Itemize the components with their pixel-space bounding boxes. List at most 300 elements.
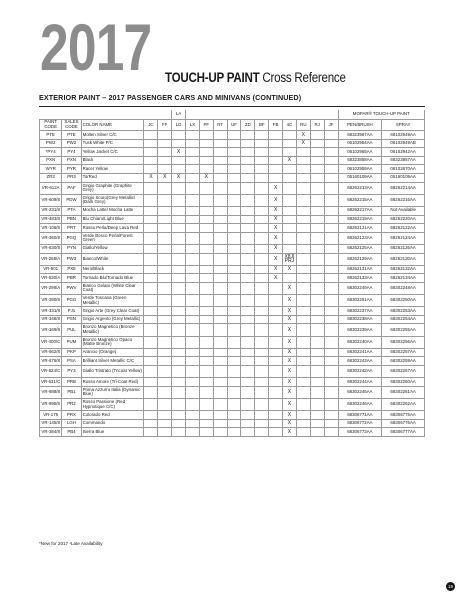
vehicle-mark-cell [186, 265, 200, 274]
section-rule [39, 106, 425, 107]
vehicle-mark-cell [199, 194, 213, 206]
vehicle-mark-cell [324, 274, 338, 283]
vehicle-mark-cell: X [283, 366, 297, 378]
vehicle-mark-cell [158, 148, 172, 157]
vehicle-mark-cell [144, 398, 158, 410]
vehicle-mark-cell [144, 357, 158, 366]
vehicle-mark-cell [310, 378, 324, 387]
spray-part-cell: 68302250AA [382, 295, 425, 307]
vehicle-mark-cell [199, 265, 213, 274]
vehicle-mark-cell: X [269, 232, 283, 244]
vehicle-mark-cell: X [269, 274, 283, 283]
vehicle-mark-cell [144, 206, 158, 215]
vehicle-mark-cell [158, 307, 172, 316]
color-name-cell: Rosso Perla/Deep Lava Red [81, 224, 144, 233]
color-name-cell: Mocha Latte/ Mocha Latte [81, 206, 144, 215]
vehicle-mark-cell: X [283, 282, 297, 294]
vehicle-mark-cell [158, 244, 172, 253]
vehicle-mark-cell [213, 156, 227, 165]
vehicle-mark-cell [241, 206, 255, 215]
paint-code-cell: VR-169/8 [40, 324, 62, 336]
vehicle-mark-cell [213, 131, 227, 140]
table-row [40, 315, 425, 324]
vehicle-mark-cell [186, 357, 200, 366]
vehicle-mark-cell [186, 366, 200, 378]
paint-code-cell: VR-390/8 [40, 295, 62, 307]
vehicle-mark-cell [296, 282, 310, 294]
vehicle-mark-cell [324, 386, 338, 398]
pen-brush-part-cell: 68262131AA [338, 265, 382, 274]
vehicle-mark-cell [310, 139, 324, 148]
vehicle-mark-cell [158, 182, 172, 194]
vehicle-mark-cell [227, 148, 241, 157]
column-header: ZD [241, 120, 255, 131]
vehicle-mark-cell [241, 265, 255, 274]
vehicle-mark-cell [144, 315, 158, 324]
vehicle-mark-cell [186, 156, 200, 165]
vehicle-mark-cell [158, 265, 172, 274]
vehicle-mark-cell: X [199, 173, 213, 182]
vehicle-mark-cell [144, 307, 158, 316]
sales-code-cell: PBN [62, 215, 81, 224]
pen-brush-part-cell: 68306772AA [338, 419, 382, 428]
color-name-cell: Giallo/Yellow [81, 244, 144, 253]
sales-code-cell: PB4 [62, 428, 81, 437]
vehicle-mark-cell [158, 165, 172, 174]
vehicle-mark-cell [158, 428, 172, 437]
vehicle-mark-cell [227, 274, 241, 283]
vehicle-mark-cell [158, 366, 172, 378]
vehicle-mark-cell: X [172, 173, 186, 182]
vehicle-mark-cell [186, 419, 200, 428]
vehicle-mark-cell: X [269, 253, 283, 265]
spray-part-cell: 68306776AA [382, 419, 425, 428]
pen-brush-part-cell: 68262217AA [338, 206, 382, 215]
vehicle-mark-cell [269, 366, 283, 378]
vehicle-mark-cell [296, 428, 310, 437]
vehicle-mark-cell [158, 215, 172, 224]
vehicle-mark-cell [172, 324, 186, 336]
table-row [40, 336, 425, 348]
vehicle-mark-cell [227, 357, 241, 366]
vehicle-mark-cell [213, 139, 227, 148]
vehicle-mark-cell: X [283, 378, 297, 387]
vehicle-mark-cell [241, 165, 255, 174]
vehicle-mark-cell [241, 253, 255, 265]
vehicle-mark-cell [255, 131, 269, 140]
vehicle-mark-cell [213, 206, 227, 215]
spray-part-cell: 05160109AA [382, 173, 425, 182]
spray-part-cell: 68302256AA [382, 336, 425, 348]
vehicle-mark-cell [144, 386, 158, 398]
vehicle-mark-cell [241, 274, 255, 283]
vehicle-mark-cell [241, 411, 255, 420]
vehicle-mark-cell [172, 307, 186, 316]
sales-code-cell: PTE [62, 131, 81, 140]
vehicle-mark-cell [158, 139, 172, 148]
table-row [40, 139, 425, 148]
vehicle-mark-cell [310, 307, 324, 316]
vehicle-mark-cell [324, 411, 338, 420]
vehicle-mark-cell [186, 232, 200, 244]
vehicle-mark-cell [144, 348, 158, 357]
vehicle-mark-cell [227, 182, 241, 194]
vehicle-mark-cell [324, 224, 338, 233]
vehicle-mark-cell [172, 165, 186, 174]
vehicle-mark-cell [227, 244, 241, 253]
vehicle-mark-cell [241, 378, 255, 387]
vehicle-mark-cell [213, 411, 227, 420]
vehicle-mark-cell [213, 232, 227, 244]
table-row [40, 398, 425, 410]
vehicle-mark-cell [199, 411, 213, 420]
vehicle-mark-cell [227, 386, 241, 398]
column-header: FF [158, 120, 172, 131]
vehicle-mark-cell [241, 131, 255, 140]
column-header: RU [296, 120, 310, 131]
vehicle-mark-cell [227, 295, 241, 307]
vehicle-mark-cell: X [144, 173, 158, 182]
color-name-cell: Racer Yellow [81, 165, 144, 174]
vehicle-mark-cell [269, 357, 283, 366]
pen-brush-part-cell: 68302239AA [338, 324, 382, 336]
spray-part-cell: 68262214AA [382, 182, 425, 194]
paint-code-cell: VR-562/8 [40, 348, 62, 357]
vehicle-mark-cell [186, 324, 200, 336]
vehicle-mark-cell: X [283, 411, 297, 420]
vehicle-mark-cell [255, 173, 269, 182]
paint-code-cell: VR-609/8 [40, 194, 62, 206]
vehicle-mark-cell [172, 282, 186, 294]
pen-brush-part-cell: 68262133AA [338, 274, 382, 283]
table-row [40, 348, 425, 357]
sales-code-cell: PAF [62, 182, 81, 194]
vehicle-mark-cell [310, 398, 324, 410]
paint-code-cell: VR-830/8 [40, 244, 62, 253]
paint-code-cell: VR-483/8 [40, 215, 62, 224]
pen-brush-part-cell: 68262129AA [338, 253, 382, 265]
vehicle-mark-cell: X [269, 194, 283, 206]
sales-code-cell: PBR [62, 274, 81, 283]
vehicle-mark-cell [199, 131, 213, 140]
spray-part-cell: 68323857AA [382, 156, 425, 165]
vehicle-mark-cell [283, 274, 297, 283]
pen-brush-part-cell: 68323987AA [338, 131, 382, 140]
vehicle-mark-cell [199, 224, 213, 233]
vehicle-mark-cell [269, 295, 283, 307]
vehicle-mark-cell [172, 182, 186, 194]
vehicle-mark-cell [241, 398, 255, 410]
paint-code-cell: VR-676/8 [40, 357, 62, 366]
pen-brush-part-cell: 06102959AA [338, 165, 382, 174]
vehicle-mark-cell [255, 357, 269, 366]
vehicle-mark-cell: X [283, 348, 297, 357]
vehicle-mark-cell [310, 173, 324, 182]
vehicle-mark-cell [144, 232, 158, 244]
column-header: RT [213, 120, 227, 131]
sales-code-cell: PY4 [62, 148, 81, 157]
vehicle-mark-cell [199, 324, 213, 336]
column-header: PEN/BRUSH [338, 120, 382, 131]
vehicle-mark-cell [310, 336, 324, 348]
table-row [40, 206, 425, 215]
vehicle-mark-cell [283, 148, 297, 157]
vehicle-mark-cell [158, 378, 172, 387]
vehicle-mark-cell [227, 194, 241, 206]
vehicle-mark-cell [186, 348, 200, 357]
vehicle-mark-cell [199, 274, 213, 283]
vehicle-mark-cell: X [269, 182, 283, 194]
vehicle-mark-cell [144, 324, 158, 336]
vehicle-mark-cell [269, 282, 283, 294]
paint-code-cell: PXN [40, 156, 62, 165]
table-row [40, 428, 425, 437]
vehicle-mark-cell [158, 156, 172, 165]
vehicle-mark-cell [227, 398, 241, 410]
spray-part-cell: 68262122AA [382, 224, 425, 233]
vehicle-mark-cell [227, 428, 241, 437]
vehicle-mark-cell [213, 324, 227, 336]
vehicle-mark-cell [144, 253, 158, 265]
vehicle-mark-cell [324, 324, 338, 336]
pen-brush-part-cell: 68262215AA [338, 194, 382, 206]
vehicle-mark-cell [199, 206, 213, 215]
vehicle-mark-cell [172, 139, 186, 148]
vehicle-mark-cell [227, 419, 241, 428]
vehicle-mark-cell [144, 131, 158, 140]
vehicle-mark-cell [186, 428, 200, 437]
paint-code-cell: VR-145/8 [40, 419, 62, 428]
vehicle-mark-cell [172, 274, 186, 283]
table-row [40, 156, 425, 165]
vehicle-mark-cell [296, 194, 310, 206]
spray-part-cell: 68302248AA [382, 282, 425, 294]
vehicle-mark-cell [255, 253, 269, 265]
spray-part-cell: 68262130AA [382, 253, 425, 265]
pen-brush-part-cell: 68302242AA [338, 366, 382, 378]
vehicle-mark-cell [172, 156, 186, 165]
paint-code-cell: VR-400/C [40, 336, 62, 348]
vehicle-mark-cell [241, 232, 255, 244]
vehicle-mark-cell [255, 378, 269, 387]
vehicle-mark-cell: X [158, 173, 172, 182]
vehicle-mark-cell [255, 307, 269, 316]
vehicle-mark-cell [158, 411, 172, 420]
vehicle-mark-cell [310, 215, 324, 224]
vehicle-mark-cell [296, 156, 310, 165]
vehicle-mark-cell [144, 366, 158, 378]
vehicle-mark-cell [227, 156, 241, 165]
vehicle-mark-cell [199, 336, 213, 348]
table-body [40, 131, 425, 437]
vehicle-mark-cell [255, 411, 269, 420]
column-header: LD [172, 120, 186, 131]
vehicle-mark-cell [269, 148, 283, 157]
color-name-cell: Nero/Black [81, 265, 144, 274]
vehicle-mark-cell [255, 419, 269, 428]
vehicle-mark-cell [172, 206, 186, 215]
vehicle-mark-cell [199, 307, 213, 316]
vehicle-mark-cell [324, 206, 338, 215]
vehicle-mark-cell [255, 348, 269, 357]
vehicle-mark-cell [255, 139, 269, 148]
vehicle-mark-cell [241, 244, 255, 253]
vehicle-mark-cell [324, 139, 338, 148]
vehicle-mark-cell [310, 366, 324, 378]
pen-brush-part-cell: 68302244AA [338, 378, 382, 387]
paint-table [39, 110, 425, 437]
vehicle-mark-cell [269, 156, 283, 165]
table-row [40, 282, 425, 294]
vehicle-mark-cell [283, 224, 297, 233]
vehicle-mark-cell [172, 253, 186, 265]
vehicle-mark-cell [255, 295, 269, 307]
color-name-cell: Rosso Amore (Tri-Coat Red) [81, 378, 144, 387]
vehicle-mark-cell [186, 378, 200, 387]
color-name-cell: Bianco Gelato (White Clear Coat) [81, 282, 144, 294]
vehicle-mark-cell [255, 148, 269, 157]
vehicle-mark-cell [144, 165, 158, 174]
vehicle-mark-cell [172, 357, 186, 366]
pen-brush-part-cell: 68262125AA [338, 244, 382, 253]
vehicle-mark-cell [227, 224, 241, 233]
color-name-cell: Commando [81, 419, 144, 428]
spray-part-cell: 68302257AA [382, 366, 425, 378]
paint-code-cell: PTE [40, 131, 62, 140]
vehicle-mark-cell: X [296, 131, 310, 140]
vehicle-mark-cell [255, 182, 269, 194]
vehicle-mark-cell [158, 348, 172, 357]
vehicle-mark-cell [310, 295, 324, 307]
vehicle-mark-cell [227, 265, 241, 274]
vehicle-mark-cell [172, 366, 186, 378]
title-sub: Cross Reference [262, 70, 346, 85]
vehicle-mark-cell [310, 274, 324, 283]
color-name-cell: Grigio Arte (Grey Clear Coat) [81, 307, 144, 316]
vehicle-mark-cell [269, 348, 283, 357]
sales-code-cell: PW2 [62, 139, 81, 148]
vehicle-mark-cell [144, 182, 158, 194]
vehicle-mark-cell [283, 194, 297, 206]
column-header: PF [199, 120, 213, 131]
vehicle-mark-cell [158, 206, 172, 215]
vehicle-mark-cell: X [283, 336, 297, 348]
pen-brush-part-cell: 68302243AA [338, 357, 382, 366]
vehicle-mark-cell [186, 173, 200, 182]
vehicle-mark-cell [296, 348, 310, 357]
vehicle-mark-cell [158, 419, 172, 428]
vehicle-mark-cell [324, 282, 338, 294]
vehicle-mark-cell [310, 253, 324, 265]
vehicle-mark-cell [296, 265, 310, 274]
vehicle-mark-cell [324, 315, 338, 324]
vehicle-mark-cell [172, 428, 186, 437]
vehicle-mark-cell [255, 398, 269, 410]
vehicle-mark-cell [227, 282, 241, 294]
vehicle-mark-cell [144, 265, 158, 274]
vehicle-mark-cell [158, 253, 172, 265]
vehicle-mark-cell [172, 215, 186, 224]
vehicle-mark-cell [296, 324, 310, 336]
vehicle-mark-cell: X [296, 139, 310, 148]
vehicle-mark-cell [213, 307, 227, 316]
vehicle-mark-cell [213, 253, 227, 265]
vehicle-mark-cell [310, 165, 324, 174]
vehicle-mark-cell [199, 156, 213, 165]
vehicle-mark-cell: X [283, 307, 297, 316]
vehicle-mark-cell [227, 348, 241, 357]
vehicle-mark-cell [255, 324, 269, 336]
vehicle-mark-cell [241, 307, 255, 316]
color-name-cell: Bronzo Magnetico Opaco (Matte Bronze) [81, 336, 144, 348]
vehicle-mark-cell [296, 307, 310, 316]
table-row [40, 232, 425, 244]
vehicle-mark-cell [324, 165, 338, 174]
vehicle-mark-cell [283, 206, 297, 215]
sales-code-cell: PWV [62, 282, 81, 294]
vehicle-mark-cell [296, 244, 310, 253]
vehicle-mark-cell [227, 165, 241, 174]
vehicle-mark-cell: X [269, 215, 283, 224]
vehicle-mark-cell [199, 182, 213, 194]
color-name-cell: Bianco/White [81, 253, 144, 265]
paint-code-cell: VR-298/A [40, 282, 62, 294]
vehicle-mark-cell [186, 336, 200, 348]
vehicle-mark-cell [255, 156, 269, 165]
vehicle-mark-cell [213, 274, 227, 283]
column-header: JF [324, 120, 338, 131]
vehicle-mark-cell [324, 295, 338, 307]
vehicle-mark-cell [241, 148, 255, 157]
vehicle-mark-cell [296, 165, 310, 174]
vehicle-mark-cell [213, 295, 227, 307]
spray-part-cell: 68302255AA [382, 324, 425, 336]
vehicle-mark-cell [241, 182, 255, 194]
vehicle-mark-cell: X [283, 428, 297, 437]
vehicle-mark-cell [144, 282, 158, 294]
table-row [40, 215, 425, 224]
vehicle-mark-cell: X [283, 324, 297, 336]
color-name-cell: Sierra Blue [81, 428, 144, 437]
spray-part-cell: 68262132AA [382, 265, 425, 274]
vehicle-mark-cell [255, 428, 269, 437]
vehicle-mark-cell [213, 194, 227, 206]
spray-part-cell: 68102949AA [382, 131, 425, 140]
vehicle-mark-cell [310, 282, 324, 294]
section-heading: EXTERIOR PAINT – 2017 PASSENGER CARS AND MINIVANS (CONTINUED) [39, 93, 302, 102]
table-row [40, 411, 425, 420]
vehicle-mark-cell [186, 215, 200, 224]
vehicle-mark-cell [296, 315, 310, 324]
color-name-cell: Yellow Jacket C/C [81, 148, 144, 157]
vehicle-mark-cell: X [283, 295, 297, 307]
sales-code-cell: PX8 [62, 265, 81, 274]
vehicle-mark-cell [255, 244, 269, 253]
vehicle-mark-cell [227, 253, 241, 265]
vehicle-mark-cell [213, 148, 227, 157]
table-row [40, 324, 425, 336]
sales-code-cell: PSA [62, 357, 81, 366]
vehicle-mark-cell [324, 194, 338, 206]
vehicle-mark-cell [241, 282, 255, 294]
vehicle-mark-cell: X [283, 398, 297, 410]
vehicle-mark-cell [213, 173, 227, 182]
vehicle-mark-cell [213, 366, 227, 378]
vehicle-mark-cell [172, 295, 186, 307]
table-row [40, 194, 425, 206]
vehicle-mark-cell [158, 315, 172, 324]
table-row [40, 253, 425, 265]
